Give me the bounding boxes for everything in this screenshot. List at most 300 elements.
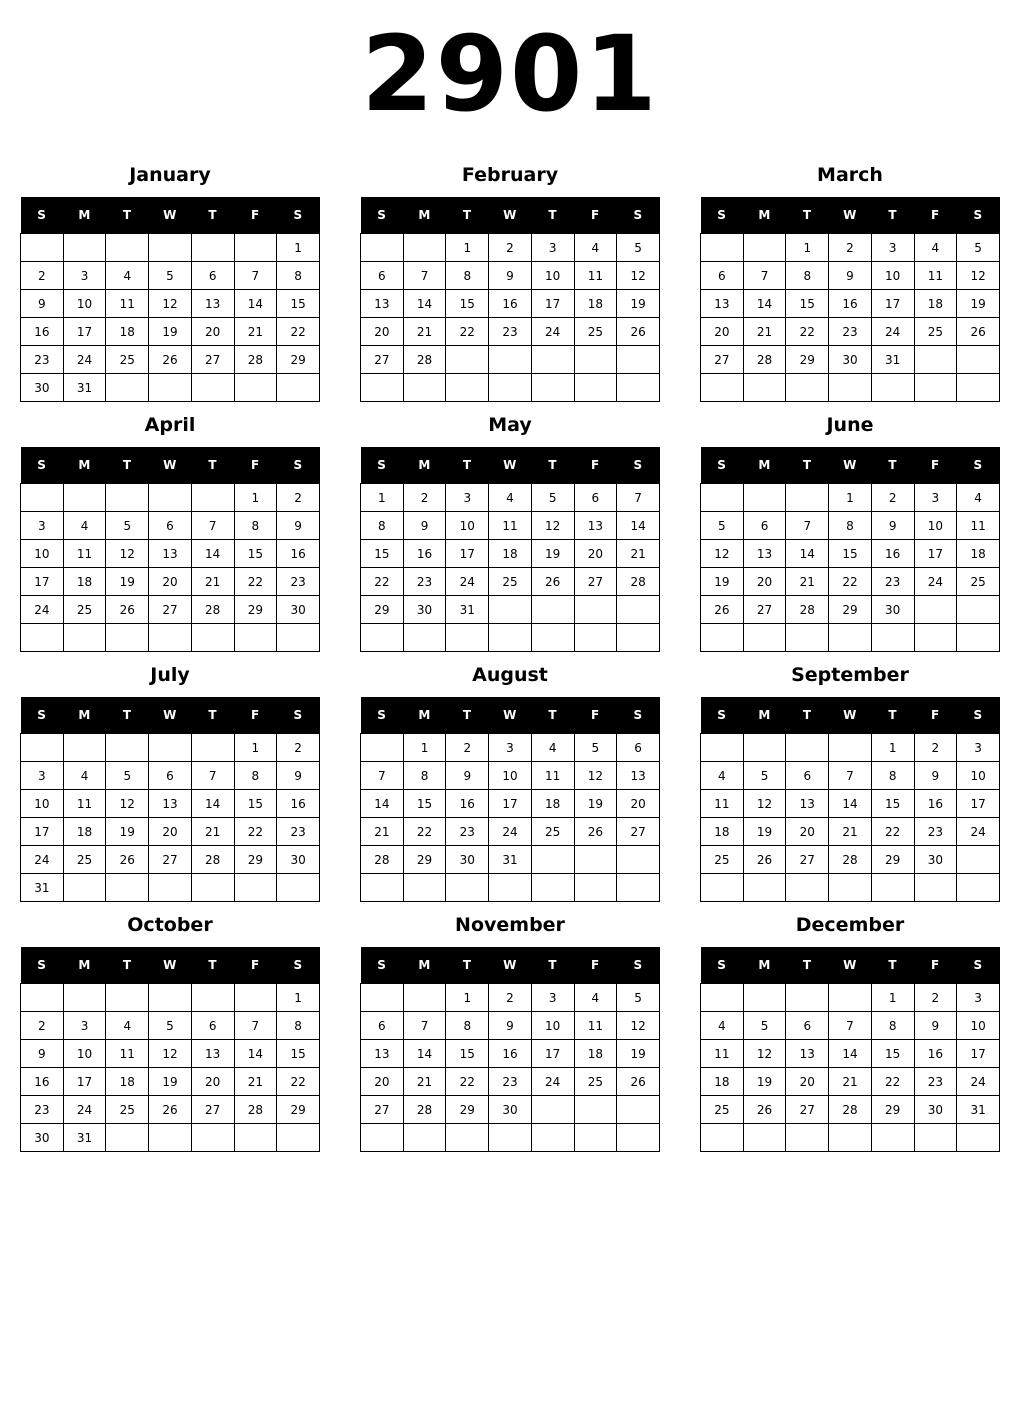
day-cell[interactable]: 3 — [63, 262, 106, 290]
day-cell[interactable]: 22 — [234, 818, 277, 846]
day-cell[interactable]: 24 — [21, 846, 64, 874]
day-cell[interactable]: 4 — [957, 484, 1000, 512]
day-cell[interactable]: 10 — [914, 512, 957, 540]
day-cell[interactable]: 2 — [446, 734, 489, 762]
day-cell[interactable]: 17 — [531, 290, 574, 318]
day-cell[interactable]: 25 — [63, 596, 106, 624]
day-cell[interactable]: 9 — [446, 762, 489, 790]
day-cell[interactable]: 17 — [957, 1040, 1000, 1068]
day-cell[interactable]: 31 — [957, 1096, 1000, 1124]
day-cell[interactable]: 26 — [701, 596, 744, 624]
day-cell[interactable]: 8 — [786, 262, 829, 290]
day-cell[interactable]: 5 — [574, 734, 617, 762]
day-cell[interactable]: 11 — [63, 790, 106, 818]
day-cell[interactable]: 14 — [234, 290, 277, 318]
day-cell[interactable]: 23 — [403, 568, 446, 596]
day-cell[interactable]: 22 — [361, 568, 404, 596]
day-cell[interactable]: 6 — [786, 1012, 829, 1040]
day-cell[interactable]: 19 — [957, 290, 1000, 318]
day-cell[interactable]: 4 — [63, 762, 106, 790]
day-cell[interactable]: 24 — [446, 568, 489, 596]
day-cell[interactable]: 21 — [786, 568, 829, 596]
day-cell[interactable]: 2 — [21, 262, 64, 290]
day-cell[interactable]: 5 — [617, 234, 660, 262]
day-cell[interactable]: 13 — [361, 1040, 404, 1068]
day-cell[interactable]: 6 — [743, 512, 786, 540]
day-cell[interactable]: 30 — [277, 846, 320, 874]
day-cell[interactable]: 29 — [403, 846, 446, 874]
day-cell[interactable]: 1 — [871, 984, 914, 1012]
day-cell[interactable]: 28 — [191, 596, 234, 624]
day-cell[interactable]: 11 — [574, 1012, 617, 1040]
day-cell[interactable]: 24 — [63, 1096, 106, 1124]
day-cell[interactable]: 15 — [277, 1040, 320, 1068]
day-cell[interactable]: 17 — [63, 1068, 106, 1096]
day-cell[interactable]: 2 — [914, 984, 957, 1012]
day-cell[interactable]: 30 — [21, 374, 64, 402]
day-cell[interactable]: 6 — [361, 262, 404, 290]
day-cell[interactable]: 22 — [871, 1068, 914, 1096]
day-cell[interactable]: 12 — [743, 1040, 786, 1068]
day-cell[interactable]: 4 — [531, 734, 574, 762]
day-cell[interactable]: 23 — [21, 346, 64, 374]
day-cell[interactable]: 7 — [829, 762, 872, 790]
day-cell[interactable]: 7 — [191, 512, 234, 540]
day-cell[interactable]: 8 — [829, 512, 872, 540]
day-cell[interactable]: 2 — [489, 984, 532, 1012]
day-cell[interactable]: 19 — [531, 540, 574, 568]
day-cell[interactable]: 31 — [871, 346, 914, 374]
day-cell[interactable]: 14 — [829, 790, 872, 818]
day-cell[interactable]: 9 — [871, 512, 914, 540]
day-cell[interactable]: 17 — [957, 790, 1000, 818]
day-cell[interactable]: 18 — [106, 1068, 149, 1096]
day-cell[interactable]: 26 — [574, 818, 617, 846]
day-cell[interactable]: 21 — [617, 540, 660, 568]
day-cell[interactable]: 9 — [914, 1012, 957, 1040]
day-cell[interactable]: 5 — [743, 1012, 786, 1040]
day-cell[interactable]: 26 — [617, 318, 660, 346]
day-cell[interactable]: 12 — [106, 540, 149, 568]
day-cell[interactable]: 9 — [914, 762, 957, 790]
day-cell[interactable]: 13 — [786, 1040, 829, 1068]
day-cell[interactable]: 17 — [63, 318, 106, 346]
day-cell[interactable]: 31 — [63, 1124, 106, 1152]
day-cell[interactable]: 10 — [21, 790, 64, 818]
day-cell[interactable]: 17 — [21, 568, 64, 596]
day-cell[interactable]: 9 — [829, 262, 872, 290]
day-cell[interactable]: 28 — [234, 1096, 277, 1124]
day-cell[interactable]: 10 — [531, 262, 574, 290]
day-cell[interactable]: 31 — [489, 846, 532, 874]
day-cell[interactable]: 28 — [829, 1096, 872, 1124]
day-cell[interactable]: 7 — [361, 762, 404, 790]
day-cell[interactable]: 6 — [191, 262, 234, 290]
day-cell[interactable]: 1 — [446, 984, 489, 1012]
day-cell[interactable]: 12 — [743, 790, 786, 818]
day-cell[interactable]: 1 — [446, 234, 489, 262]
day-cell[interactable]: 6 — [191, 1012, 234, 1040]
day-cell[interactable]: 31 — [21, 874, 64, 902]
day-cell[interactable]: 27 — [191, 1096, 234, 1124]
day-cell[interactable]: 1 — [403, 734, 446, 762]
day-cell[interactable]: 12 — [531, 512, 574, 540]
day-cell[interactable]: 12 — [701, 540, 744, 568]
day-cell[interactable]: 12 — [574, 762, 617, 790]
day-cell[interactable]: 19 — [106, 818, 149, 846]
day-cell[interactable]: 15 — [446, 290, 489, 318]
day-cell[interactable]: 23 — [914, 818, 957, 846]
day-cell[interactable]: 30 — [829, 346, 872, 374]
day-cell[interactable]: 16 — [829, 290, 872, 318]
day-cell[interactable]: 29 — [829, 596, 872, 624]
day-cell[interactable]: 23 — [277, 568, 320, 596]
day-cell[interactable]: 26 — [617, 1068, 660, 1096]
day-cell[interactable]: 16 — [871, 540, 914, 568]
day-cell[interactable]: 23 — [829, 318, 872, 346]
day-cell[interactable]: 22 — [403, 818, 446, 846]
day-cell[interactable]: 7 — [191, 762, 234, 790]
day-cell[interactable]: 3 — [957, 984, 1000, 1012]
day-cell[interactable]: 11 — [106, 290, 149, 318]
day-cell[interactable]: 5 — [701, 512, 744, 540]
day-cell[interactable]: 8 — [234, 512, 277, 540]
day-cell[interactable]: 3 — [446, 484, 489, 512]
day-cell[interactable]: 16 — [277, 540, 320, 568]
day-cell[interactable]: 8 — [446, 1012, 489, 1040]
day-cell[interactable]: 16 — [21, 318, 64, 346]
day-cell[interactable]: 27 — [743, 596, 786, 624]
day-cell[interactable]: 29 — [277, 1096, 320, 1124]
day-cell[interactable]: 5 — [149, 262, 192, 290]
day-cell[interactable]: 4 — [106, 1012, 149, 1040]
day-cell[interactable]: 23 — [914, 1068, 957, 1096]
day-cell[interactable]: 2 — [403, 484, 446, 512]
day-cell[interactable]: 17 — [21, 818, 64, 846]
day-cell[interactable]: 10 — [21, 540, 64, 568]
day-cell[interactable]: 14 — [617, 512, 660, 540]
day-cell[interactable]: 8 — [403, 762, 446, 790]
day-cell[interactable]: 22 — [446, 1068, 489, 1096]
day-cell[interactable]: 30 — [871, 596, 914, 624]
day-cell[interactable]: 30 — [914, 846, 957, 874]
day-cell[interactable]: 18 — [63, 568, 106, 596]
day-cell[interactable]: 21 — [191, 568, 234, 596]
day-cell[interactable]: 18 — [106, 318, 149, 346]
day-cell[interactable]: 30 — [914, 1096, 957, 1124]
day-cell[interactable]: 13 — [617, 762, 660, 790]
day-cell[interactable]: 1 — [277, 984, 320, 1012]
day-cell[interactable]: 18 — [574, 290, 617, 318]
day-cell[interactable]: 18 — [574, 1040, 617, 1068]
day-cell[interactable]: 11 — [106, 1040, 149, 1068]
day-cell[interactable]: 2 — [914, 734, 957, 762]
day-cell[interactable]: 13 — [743, 540, 786, 568]
day-cell[interactable]: 19 — [574, 790, 617, 818]
day-cell[interactable]: 28 — [786, 596, 829, 624]
day-cell[interactable]: 25 — [489, 568, 532, 596]
day-cell[interactable]: 8 — [277, 262, 320, 290]
day-cell[interactable]: 15 — [234, 540, 277, 568]
day-cell[interactable]: 18 — [63, 818, 106, 846]
day-cell[interactable]: 29 — [786, 346, 829, 374]
day-cell[interactable]: 21 — [234, 318, 277, 346]
day-cell[interactable]: 24 — [21, 596, 64, 624]
day-cell[interactable]: 2 — [829, 234, 872, 262]
day-cell[interactable]: 1 — [829, 484, 872, 512]
day-cell[interactable]: 3 — [21, 512, 64, 540]
day-cell[interactable]: 4 — [489, 484, 532, 512]
day-cell[interactable]: 27 — [786, 1096, 829, 1124]
day-cell[interactable]: 14 — [403, 290, 446, 318]
day-cell[interactable]: 9 — [21, 1040, 64, 1068]
day-cell[interactable]: 17 — [446, 540, 489, 568]
day-cell[interactable]: 22 — [446, 318, 489, 346]
day-cell[interactable]: 6 — [786, 762, 829, 790]
day-cell[interactable]: 3 — [531, 984, 574, 1012]
day-cell[interactable]: 4 — [574, 984, 617, 1012]
day-cell[interactable]: 4 — [63, 512, 106, 540]
day-cell[interactable]: 16 — [21, 1068, 64, 1096]
day-cell[interactable]: 27 — [361, 1096, 404, 1124]
day-cell[interactable]: 22 — [871, 818, 914, 846]
day-cell[interactable]: 11 — [701, 1040, 744, 1068]
day-cell[interactable]: 28 — [403, 346, 446, 374]
day-cell[interactable]: 30 — [403, 596, 446, 624]
day-cell[interactable]: 25 — [106, 346, 149, 374]
day-cell[interactable]: 18 — [489, 540, 532, 568]
day-cell[interactable]: 7 — [743, 262, 786, 290]
day-cell[interactable]: 21 — [403, 1068, 446, 1096]
day-cell[interactable]: 20 — [786, 1068, 829, 1096]
day-cell[interactable]: 14 — [191, 540, 234, 568]
day-cell[interactable]: 15 — [277, 290, 320, 318]
day-cell[interactable]: 29 — [277, 346, 320, 374]
day-cell[interactable]: 9 — [403, 512, 446, 540]
day-cell[interactable]: 26 — [743, 846, 786, 874]
day-cell[interactable]: 26 — [106, 846, 149, 874]
day-cell[interactable]: 6 — [149, 512, 192, 540]
day-cell[interactable]: 12 — [149, 1040, 192, 1068]
day-cell[interactable]: 19 — [149, 318, 192, 346]
day-cell[interactable]: 19 — [149, 1068, 192, 1096]
day-cell[interactable]: 14 — [403, 1040, 446, 1068]
day-cell[interactable]: 21 — [403, 318, 446, 346]
day-cell[interactable]: 28 — [617, 568, 660, 596]
day-cell[interactable]: 27 — [149, 846, 192, 874]
day-cell[interactable]: 5 — [617, 984, 660, 1012]
day-cell[interactable]: 1 — [361, 484, 404, 512]
day-cell[interactable]: 10 — [63, 290, 106, 318]
day-cell[interactable]: 2 — [489, 234, 532, 262]
day-cell[interactable]: 12 — [617, 262, 660, 290]
day-cell[interactable]: 18 — [701, 1068, 744, 1096]
day-cell[interactable]: 13 — [574, 512, 617, 540]
day-cell[interactable]: 14 — [191, 790, 234, 818]
day-cell[interactable]: 13 — [786, 790, 829, 818]
day-cell[interactable]: 15 — [446, 1040, 489, 1068]
day-cell[interactable]: 13 — [149, 790, 192, 818]
day-cell[interactable]: 13 — [361, 290, 404, 318]
day-cell[interactable]: 9 — [489, 262, 532, 290]
day-cell[interactable]: 30 — [446, 846, 489, 874]
day-cell[interactable]: 12 — [617, 1012, 660, 1040]
day-cell[interactable]: 9 — [489, 1012, 532, 1040]
day-cell[interactable]: 6 — [361, 1012, 404, 1040]
day-cell[interactable]: 27 — [574, 568, 617, 596]
day-cell[interactable]: 24 — [63, 346, 106, 374]
day-cell[interactable]: 7 — [829, 1012, 872, 1040]
day-cell[interactable]: 22 — [829, 568, 872, 596]
day-cell[interactable]: 25 — [574, 1068, 617, 1096]
day-cell[interactable]: 23 — [277, 818, 320, 846]
day-cell[interactable]: 22 — [277, 1068, 320, 1096]
day-cell[interactable]: 10 — [446, 512, 489, 540]
day-cell[interactable]: 9 — [21, 290, 64, 318]
day-cell[interactable]: 22 — [277, 318, 320, 346]
day-cell[interactable]: 17 — [489, 790, 532, 818]
day-cell[interactable]: 19 — [701, 568, 744, 596]
day-cell[interactable]: 1 — [786, 234, 829, 262]
day-cell[interactable]: 2 — [871, 484, 914, 512]
day-cell[interactable]: 8 — [361, 512, 404, 540]
day-cell[interactable]: 23 — [21, 1096, 64, 1124]
day-cell[interactable]: 28 — [361, 846, 404, 874]
day-cell[interactable]: 12 — [106, 790, 149, 818]
day-cell[interactable]: 8 — [446, 262, 489, 290]
day-cell[interactable]: 17 — [531, 1040, 574, 1068]
day-cell[interactable]: 5 — [743, 762, 786, 790]
day-cell[interactable]: 24 — [957, 1068, 1000, 1096]
day-cell[interactable]: 25 — [574, 318, 617, 346]
day-cell[interactable]: 5 — [106, 512, 149, 540]
day-cell[interactable]: 25 — [531, 818, 574, 846]
day-cell[interactable]: 6 — [574, 484, 617, 512]
day-cell[interactable]: 15 — [234, 790, 277, 818]
day-cell[interactable]: 30 — [489, 1096, 532, 1124]
day-cell[interactable]: 10 — [871, 262, 914, 290]
day-cell[interactable]: 11 — [489, 512, 532, 540]
day-cell[interactable]: 6 — [149, 762, 192, 790]
day-cell[interactable]: 16 — [277, 790, 320, 818]
day-cell[interactable]: 18 — [531, 790, 574, 818]
day-cell[interactable]: 27 — [191, 346, 234, 374]
day-cell[interactable]: 13 — [191, 1040, 234, 1068]
day-cell[interactable]: 24 — [531, 1068, 574, 1096]
day-cell[interactable]: 7 — [403, 262, 446, 290]
day-cell[interactable]: 14 — [234, 1040, 277, 1068]
day-cell[interactable]: 25 — [914, 318, 957, 346]
day-cell[interactable]: 3 — [489, 734, 532, 762]
day-cell[interactable]: 19 — [617, 290, 660, 318]
day-cell[interactable]: 21 — [361, 818, 404, 846]
day-cell[interactable]: 29 — [871, 846, 914, 874]
day-cell[interactable]: 15 — [871, 790, 914, 818]
day-cell[interactable]: 21 — [191, 818, 234, 846]
day-cell[interactable]: 7 — [234, 1012, 277, 1040]
day-cell[interactable]: 15 — [361, 540, 404, 568]
day-cell[interactable]: 4 — [701, 1012, 744, 1040]
day-cell[interactable]: 27 — [617, 818, 660, 846]
day-cell[interactable]: 20 — [701, 318, 744, 346]
day-cell[interactable]: 11 — [574, 262, 617, 290]
day-cell[interactable]: 7 — [234, 262, 277, 290]
day-cell[interactable]: 31 — [63, 374, 106, 402]
day-cell[interactable]: 14 — [829, 1040, 872, 1068]
day-cell[interactable]: 3 — [531, 234, 574, 262]
day-cell[interactable]: 12 — [149, 290, 192, 318]
day-cell[interactable]: 17 — [914, 540, 957, 568]
day-cell[interactable]: 24 — [489, 818, 532, 846]
day-cell[interactable]: 20 — [149, 568, 192, 596]
day-cell[interactable]: 15 — [829, 540, 872, 568]
day-cell[interactable]: 28 — [191, 846, 234, 874]
day-cell[interactable]: 11 — [914, 262, 957, 290]
day-cell[interactable]: 6 — [617, 734, 660, 762]
day-cell[interactable]: 1 — [277, 234, 320, 262]
day-cell[interactable]: 25 — [701, 1096, 744, 1124]
day-cell[interactable]: 20 — [786, 818, 829, 846]
day-cell[interactable]: 14 — [743, 290, 786, 318]
day-cell[interactable]: 30 — [277, 596, 320, 624]
day-cell[interactable]: 26 — [149, 346, 192, 374]
day-cell[interactable]: 10 — [63, 1040, 106, 1068]
day-cell[interactable]: 16 — [914, 790, 957, 818]
day-cell[interactable]: 10 — [957, 1012, 1000, 1040]
day-cell[interactable]: 11 — [957, 512, 1000, 540]
day-cell[interactable]: 13 — [191, 290, 234, 318]
day-cell[interactable]: 29 — [446, 1096, 489, 1124]
day-cell[interactable]: 29 — [871, 1096, 914, 1124]
day-cell[interactable]: 8 — [234, 762, 277, 790]
day-cell[interactable]: 8 — [277, 1012, 320, 1040]
day-cell[interactable]: 19 — [743, 1068, 786, 1096]
day-cell[interactable]: 10 — [489, 762, 532, 790]
day-cell[interactable]: 17 — [871, 290, 914, 318]
day-cell[interactable]: 6 — [701, 262, 744, 290]
day-cell[interactable]: 15 — [871, 1040, 914, 1068]
day-cell[interactable]: 8 — [871, 1012, 914, 1040]
day-cell[interactable]: 3 — [63, 1012, 106, 1040]
day-cell[interactable]: 9 — [277, 512, 320, 540]
day-cell[interactable]: 5 — [531, 484, 574, 512]
day-cell[interactable]: 22 — [234, 568, 277, 596]
day-cell[interactable]: 10 — [531, 1012, 574, 1040]
day-cell[interactable]: 14 — [361, 790, 404, 818]
day-cell[interactable]: 4 — [106, 262, 149, 290]
day-cell[interactable]: 24 — [914, 568, 957, 596]
day-cell[interactable]: 21 — [234, 1068, 277, 1096]
day-cell[interactable]: 29 — [361, 596, 404, 624]
day-cell[interactable]: 18 — [701, 818, 744, 846]
day-cell[interactable]: 19 — [106, 568, 149, 596]
day-cell[interactable]: 4 — [701, 762, 744, 790]
day-cell[interactable]: 16 — [489, 1040, 532, 1068]
day-cell[interactable]: 25 — [957, 568, 1000, 596]
day-cell[interactable]: 23 — [489, 1068, 532, 1096]
day-cell[interactable]: 3 — [957, 734, 1000, 762]
day-cell[interactable]: 2 — [21, 1012, 64, 1040]
day-cell[interactable]: 11 — [701, 790, 744, 818]
day-cell[interactable]: 21 — [743, 318, 786, 346]
day-cell[interactable]: 13 — [701, 290, 744, 318]
day-cell[interactable]: 27 — [361, 346, 404, 374]
day-cell[interactable]: 20 — [361, 318, 404, 346]
day-cell[interactable]: 3 — [21, 762, 64, 790]
day-cell[interactable]: 29 — [234, 596, 277, 624]
day-cell[interactable]: 9 — [277, 762, 320, 790]
day-cell[interactable]: 3 — [914, 484, 957, 512]
